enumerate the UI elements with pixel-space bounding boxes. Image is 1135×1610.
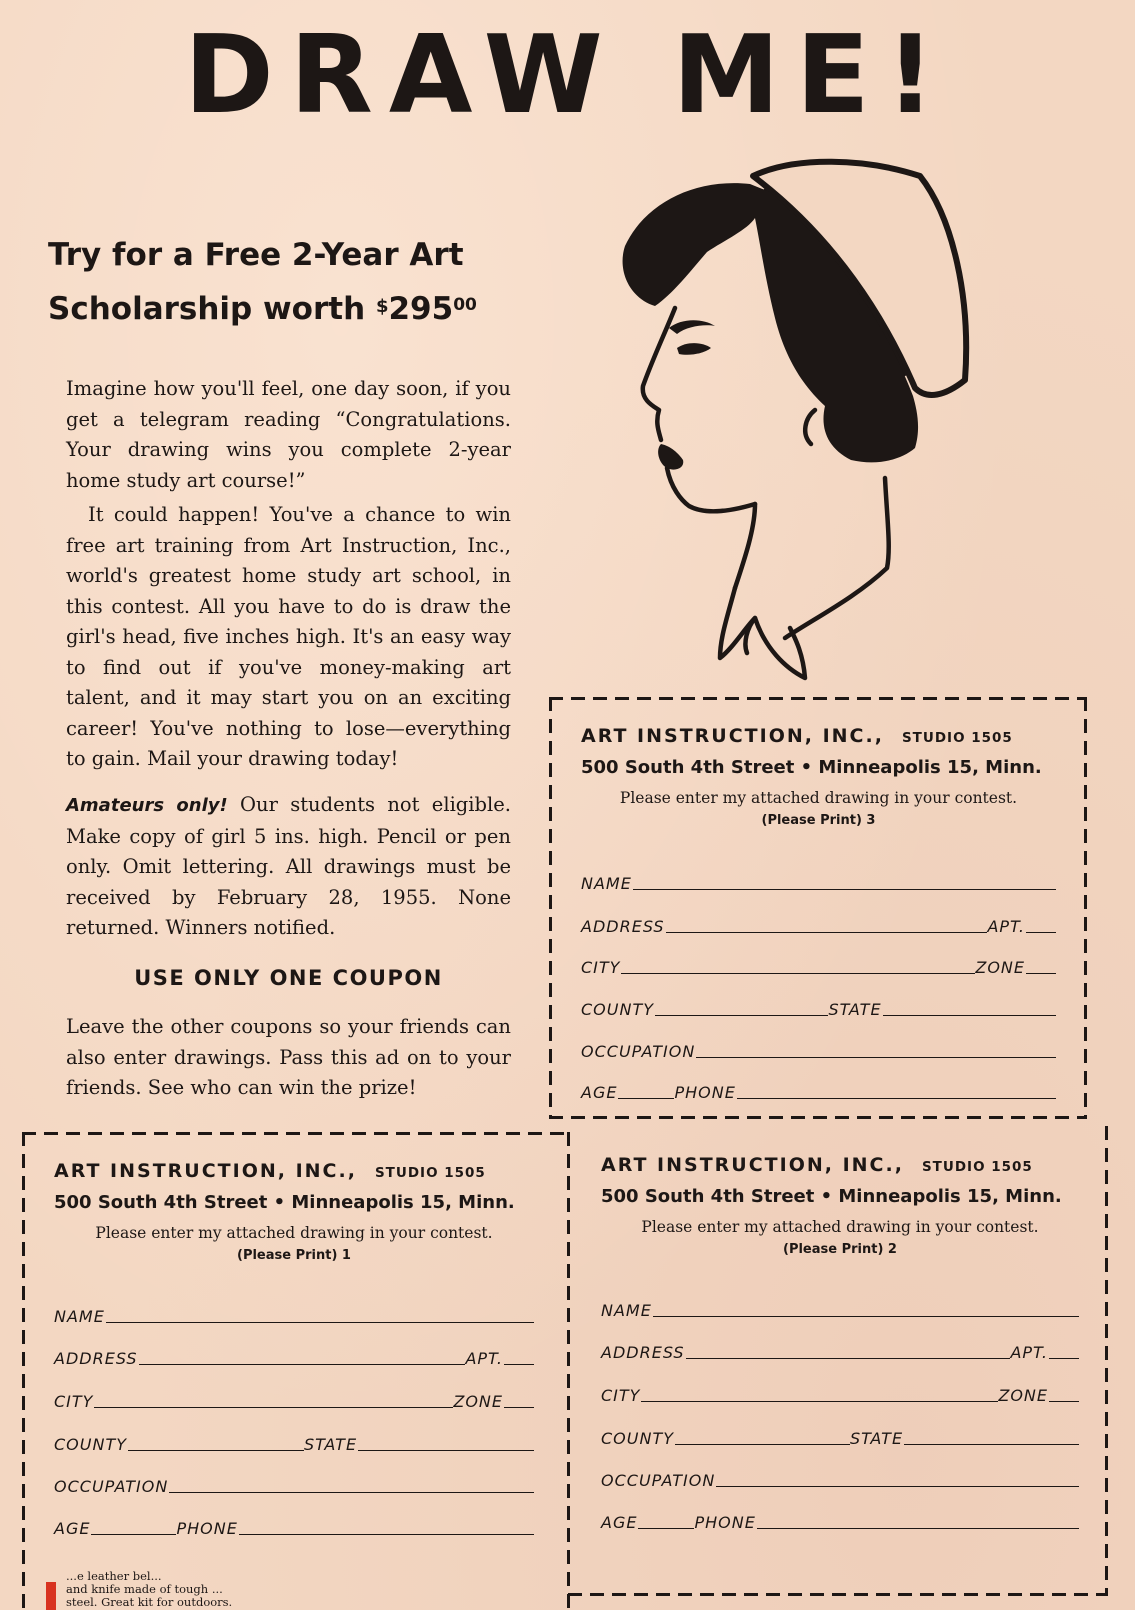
share-paragraph: Leave the other coupons so your friends can also enter drawings. Pass this ad on to your friends. See who can win the prize! bbox=[66, 1015, 511, 1099]
city-field[interactable]: CITY ZONE bbox=[601, 1383, 1079, 1405]
coupon-studio: STUDIO 1505 bbox=[921, 1159, 1033, 1175]
county-field[interactable]: COUNTY STATE bbox=[54, 1432, 534, 1454]
intro-paragraph: Imagine how you'll feel, one day soon, if you get a telegram reading “Congratulations. Your drawing wins you complete 2-year home study art course!” bbox=[66, 377, 511, 492]
coupon-2[interactable] bbox=[568, 1126, 1108, 1596]
scholarship-subhead bbox=[48, 228, 548, 336]
county-field[interactable]: COUNTY STATE bbox=[581, 997, 1056, 1019]
occupation-field[interactable]: OCCUPATION bbox=[54, 1474, 534, 1496]
coupon-1-body bbox=[54, 1160, 534, 1560]
name-field[interactable]: NAME bbox=[581, 871, 1056, 893]
coupon-print-label: (Please Print) 2 bbox=[783, 1242, 897, 1257]
coupon-enter-text: Please enter my attached drawing in your contest. bbox=[619, 789, 1018, 807]
coupon-print-label: (Please Print) 3 bbox=[761, 813, 876, 828]
address-field[interactable]: ADDRESS APT. bbox=[601, 1340, 1079, 1362]
occupation-field[interactable]: OCCUPATION bbox=[601, 1468, 1079, 1490]
coupon-3[interactable] bbox=[549, 697, 1087, 1119]
girl-portrait-illustration bbox=[615, 148, 1035, 708]
coupon-company: ART INSTRUCTION, INC., STUDIO 1505 bbox=[581, 725, 1013, 747]
coupon-print-label: (Please Print) 1 bbox=[237, 1248, 351, 1263]
coupon-3-body bbox=[581, 725, 1056, 1105]
coupon-1[interactable] bbox=[22, 1132, 570, 1610]
amateurs-only-lead: Amateurs only! bbox=[66, 795, 228, 816]
subhead-prefix: Scholarship worth bbox=[48, 291, 376, 327]
subhead-line-1: Try for a Free 2-Year Art bbox=[48, 237, 464, 273]
coupon-enter-text: Please enter my attached drawing in your contest. bbox=[641, 1218, 1039, 1236]
rules-paragraph bbox=[66, 790, 511, 944]
address-field[interactable]: ADDRESS APT. bbox=[54, 1346, 534, 1368]
rules-text: Our students not eligible. Make copy of girl 5 ins. high. Pencil or pen only. Omit lettering. All drawings must be received by February 28, 1955. None returned. Winners notified. bbox=[66, 793, 511, 939]
coupon-studio: STUDIO 1505 bbox=[901, 730, 1013, 746]
subhead-line-2 bbox=[48, 282, 548, 336]
age-phone-field[interactable]: AGE PHONE bbox=[581, 1080, 1056, 1102]
address-field[interactable]: ADDRESS APT. bbox=[581, 914, 1056, 936]
adjacent-ad-fragment: ...e leather bel... and knife made of tough ... steel. Great kit for outdoors. bbox=[66, 1569, 233, 1609]
price-amount: 295 bbox=[388, 291, 454, 327]
coupon-address: 500 South 4th Street • Minneapolis 15, Minn. bbox=[581, 757, 1042, 778]
coupon-enter-text: Please enter my attached drawing in your contest. bbox=[95, 1224, 493, 1242]
coupon-company: ART INSTRUCTION, INC., STUDIO 1505 bbox=[601, 1154, 1033, 1176]
red-edge-mark bbox=[46, 1582, 56, 1610]
price-cents: 00 bbox=[453, 295, 477, 315]
price-symbol: $ bbox=[375, 296, 389, 317]
age-phone-field[interactable]: AGE PHONE bbox=[54, 1516, 534, 1538]
coupon-address: 500 South 4th Street • Minneapolis 15, Minn. bbox=[601, 1186, 1062, 1207]
headline: DRAW ME! bbox=[184, 13, 951, 138]
coupon-studio: STUDIO 1505 bbox=[374, 1165, 486, 1181]
coupon-company: ART INSTRUCTION, INC., STUDIO 1505 bbox=[54, 1160, 486, 1182]
county-field[interactable]: COUNTY STATE bbox=[601, 1426, 1079, 1448]
one-coupon-heading: USE ONLY ONE COUPON bbox=[134, 966, 443, 990]
age-phone-field[interactable]: AGE PHONE bbox=[601, 1510, 1079, 1532]
coupon-2-body bbox=[601, 1154, 1079, 1554]
city-field[interactable]: CITY ZONE bbox=[581, 955, 1056, 977]
name-field[interactable]: NAME bbox=[54, 1304, 534, 1326]
occupation-field[interactable]: OCCUPATION bbox=[581, 1039, 1056, 1061]
coupon-address: 500 South 4th Street • Minneapolis 15, Minn. bbox=[54, 1192, 515, 1213]
contest-paragraph: It could happen! You've a chance to win free art training from Art Instruction, Inc., world's greatest home study art school, in this contest. All you have to do is draw the girl's head, five inches high. It's an easy way to find out if you've money-making art talent, and it may start you on an exciting career! You've nothing to lose—everything to gain. Mail your drawing today! bbox=[66, 503, 511, 770]
facial-features bbox=[658, 320, 715, 469]
city-field[interactable]: CITY ZONE bbox=[54, 1389, 534, 1411]
name-field[interactable]: NAME bbox=[601, 1298, 1079, 1320]
